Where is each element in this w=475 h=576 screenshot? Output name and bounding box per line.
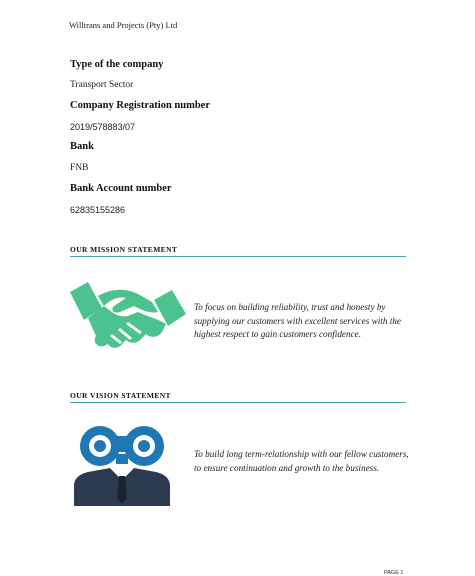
account-label: Bank Account number [70,183,172,194]
company-header: Willtrans and Projects (Pty) Ltd [69,20,178,30]
binoculars-person-icon [72,424,172,508]
vision-divider [70,402,406,403]
registration-value: 2019/578883/07 [70,122,136,132]
bank-value: FNB [70,163,89,173]
handshake-icon [68,278,188,356]
bank-label: Bank [70,141,94,152]
type-label: Type of the company [70,59,164,70]
type-value: Transport Sector [70,80,134,90]
page-number: PAGE 1 [384,570,404,576]
account-value: 62835155286 [70,205,126,215]
vision-title: OUR VISION STATEMENT [70,391,171,400]
registration-label: Company Registration number [70,100,211,111]
mission-title: OUR MISSION STATEMENT [70,245,178,254]
mission-divider [70,256,406,257]
vision-text: To build long term-relationship with our fellow customers, to ensure continuation and growth to the business. [194,449,409,473]
mission-text: To focus on building reliability, trust and honesty by supplying our customers with excellent services with the highest respect to gain customers confidence. [194,302,401,339]
